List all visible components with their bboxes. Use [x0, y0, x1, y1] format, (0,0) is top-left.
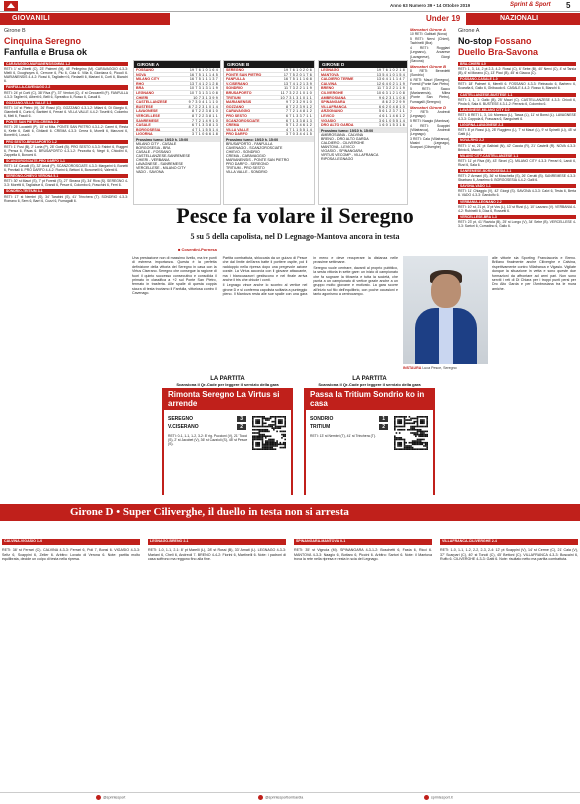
team-name: SONDRIO — [226, 86, 243, 90]
match-report-text: RETI: 1' Fusi (B), 2' Loria (P), 28' Gueli (B). PRO SESTO 4-3-3: Fabbri 6, Ruggeri 6, Pensa 6, Rivas 6. BRUSAPORTO 4-3-1-2: Pezzotta 6, Negri 6, Chiodini 6, Zappella 6, Bonomi 6. — [4, 144, 128, 157]
scorers-title-b: Marcatori Girone B — [410, 63, 447, 69]
scoreline — [168, 416, 246, 432]
team-name: NOVA — [136, 72, 147, 77]
table-title: GIRONE D — [319, 61, 407, 68]
girone-d-match-text — [148, 548, 286, 788]
match-report-heading: LIGORNA-LAVAGNESE 2-3 — [458, 123, 576, 127]
match-report-text: RETI: 8 RETI 1, 3, 14: Moresco (L), Tasca (L), 11' st Bonsi (L). LAVAGNESE 4-3-3: Coppola 6, Frascara 6, Sanguineti 6. — [458, 112, 576, 122]
girone-d-match-text — [2, 548, 140, 788]
team-stats: 12 6 4 0 2 1 1 9 — [376, 81, 405, 86]
team-stats: 4 7 1 1 5 5 1 4 — [192, 127, 218, 132]
scorer-entry: 4 RETI: Roggiani (Legnano), Arcarese (Lavagnese), Giorgi (Savona) — [410, 46, 450, 63]
match-box-title: Rimonta Seregno La Virtus si arrende — [164, 390, 291, 410]
article-author: ■ Cosentini-Pornesa — [178, 247, 217, 252]
match-report-text: RETI: 14' Cavalli (S), 32' Arioli (P). SCANZOROSCIATE 4-3-3: Margarini 6, Bonetti 6, Previtali 6. PRO DARFO 4-4-2: Fiorini 6, Bettoni 6, Bonomelli 6, Valenti 6. — [4, 163, 128, 173]
article-paragraph: Seregno vuole centrare, davanti al proprio pubblico, la sesta vittoria in sette gare: un inizio di campionato che fa sognare la tifoseria e tutta la società, che punta a un campionato di vertice grazie anche a un gruppo molto giovane e motivato. La gara scorre all'inizio sul filo dell'equilibrio, con poche occasioni e tanto agonismo a centrocampo. — [313, 265, 398, 297]
player-photo — [403, 256, 488, 364]
photo-caption: INSTAURA Luca Pesce, Seregno — [403, 366, 457, 370]
team-name: SCANZOROSCIATE — [226, 118, 260, 123]
match-box-inner — [162, 388, 293, 495]
match-report-heading: LAVAGNESE-MILANO CITY 3-0 — [458, 108, 576, 112]
girone-d-match-head: SPINANGARA-MANTOVA 0-1 — [294, 539, 432, 545]
next-round-match: VIGASIO - SPINANGARA — [321, 148, 363, 153]
left-match-reports — [4, 60, 128, 500]
next-round-match: RIPOSA LEGNAGO — [321, 156, 354, 161]
home-goals: 3 — [237, 416, 246, 422]
team-stats: 11 7 3 2 2 1 1 9 — [284, 86, 312, 90]
team-stats: 4 7 1 1 5 5 1 4 — [286, 127, 312, 132]
section-band-under — [420, 13, 580, 25]
table-title: GIRONE A — [134, 61, 220, 68]
next-round-match: CALDIERO - CILIVERGHE — [321, 140, 365, 145]
scorer-entry: 5 RETI: Sacco (Marianensis), Milea (Ponte San Pietro), Fumagalli (Seregno) — [410, 87, 450, 104]
team-name: CASALE — [136, 123, 151, 127]
section-title: GIOVANILI — [12, 15, 50, 22]
match-report-heading: MILANO CITY-CASTELLANZESE 1-1 — [458, 154, 576, 158]
team-name: LEVICO — [321, 113, 335, 118]
match-report-text: RETI: 11' pt Riva (M), 43' Sironi (C). MILANO CITY 4-3-3: Ferrari 6, Landi 6, Rizzi 6, Sala 6. — [458, 158, 576, 167]
team-name: LAVAGNESE — [136, 109, 158, 113]
match-box-body — [306, 412, 433, 495]
table-title: GIRONE B — [224, 61, 314, 68]
article-continuation: alle vittorie sia Sporting Franciacorta e Breno. Brillano finalmente anche Ciliverghe e Calvina, rispettivamente contro Villafranca e Vigasio. Vigilate dunque la situazione in vetta e sono queste due formazioni da affrontare ad armi pari. Non sono serviti i reti di Di Chiara per i troppi punti persi per Dro Alto Garda e per l'Ambrosiana tra le mura amiche. — [492, 256, 576, 291]
match-report-heading: SCANZOROSCIATE-PRO DARFO 1-1 — [4, 159, 128, 163]
team-name: DRO ALTO GARDA — [321, 123, 354, 127]
match-report-text: RETI: 8' pt Rossi (Li), 28' Ruggiero (L), 7' st Mauri (L), 9' st Spinelli (Li), 45' st Gatti (L). — [458, 128, 576, 137]
match-box-goals: RETI: 13' st Nembri (T), 41' st Trinchera (T). — [310, 434, 376, 438]
match-report-heading: NOVA-RHO 2-2 — [458, 138, 576, 142]
category-label: Under 19 — [420, 13, 466, 25]
left-headline-black: Fanfulla e Brusa ok — [4, 47, 88, 57]
match-box-goals: RETI: 0-1, 1-1, 1-2, 3-2: 8' rig. Puccioni (V), 21' Tocci (S), 2' st Jacobet (V), 36' st Cazzioli (S), 45' st Pesce (S). — [168, 434, 248, 447]
girone-d-report: RETI: 1-0, 1-1, 1-2, 2-2, 2-3, 2-4: 12' pt Scappini (V), 14' st Cerme (C), 21' Cala (V), 37' Scarpari (C), 40' st Tonoli (C), 45' Bettoni (C). VILLAFRANCA 4-3-3: Boscaini 6, Ruffo 6. CILIVERGHE 4-3-3: Gatti 6. Note: risultato netto ma partita combattuta. — [440, 548, 578, 562]
team-name: SEREGNO — [226, 68, 244, 72]
team-name: V.CISERANO — [226, 81, 249, 86]
team-name: CASTELLANZESE — [136, 100, 168, 104]
team-name: CHIERI — [136, 95, 149, 100]
home-goals: 1 — [379, 416, 388, 422]
team-name: LEGNANO — [136, 90, 154, 95]
social-icon — [258, 795, 263, 800]
scorer-entry: 7 RETI: Andreoli (Legnago) — [410, 109, 450, 118]
team-stats: 10 7 3 1 3 1 0 8 — [189, 90, 218, 95]
next-round-match: CHIERI - VERBANIA — [136, 157, 170, 162]
web-icon — [424, 795, 429, 800]
team-name: BRUSAPORTO — [226, 90, 252, 95]
next-round-match: TRITIUM - PRO SESTO — [226, 165, 265, 170]
next-round-match: VADO - SAVONA — [136, 169, 164, 174]
scorer-entry: 3 RETI: Cala (Villafranca), Masini (Legnago), Scarpari (Ciliverghe) — [410, 137, 450, 150]
match-report-text: RETI: 1, 1, 1: Gallo (B), 25' Mauri (C). CASTELLANZESE 4-3-3: Chiodi 6, Pirola 6, Sala 6. BUSTESE 4-3-1-2: Ferrario 6, Colombo 6. — [458, 97, 576, 106]
scorers-list-d — [410, 110, 450, 150]
team-stats: 6 6 2 0 4 8 1 0 — [379, 104, 405, 109]
team-stats: 8 7 2 2 3 1 0 1 4 — [188, 104, 218, 109]
team-stats: 8 7 2 2 3 8 1 0 — [192, 109, 218, 113]
match-report-text: RETI: 24' pt Corti (C), 38' Riva (F), 37' Venturi (C), 4' st Ceccarelli (F). FANFULLA 4-3-3: Taglieri 6, Alberti 6, Belli 6, Spreafico 6, Russo 6, Casali 6. — [4, 90, 128, 99]
match-report-text: RETI: 23' pt, 41' Raviola (B), 25' st Longo (V), 34' Sebe (B). VERCELLESE 4-3-3: Sartori 6, Corradino 6, Gallo 6. — [458, 219, 576, 228]
away-score-row — [168, 424, 246, 430]
standings-table-girone-a — [133, 60, 221, 205]
team-stats: 10 6 3 1 2 1 0 8 — [376, 90, 405, 95]
scoreline — [310, 416, 388, 432]
top-scorers — [410, 28, 450, 203]
home-score-row — [310, 416, 388, 422]
masthead — [0, 0, 580, 12]
standings-table-girone-d — [318, 60, 408, 205]
away-goals: 2 — [237, 424, 246, 430]
team-stats: 7 7 2 1 4 9 1 0 — [192, 118, 218, 123]
next-round-match: MANTOVA - LEVICO — [321, 144, 355, 149]
section-band-giovanili — [0, 13, 170, 25]
team-name: AMBROSIANA — [321, 95, 346, 100]
team-stats: 3 6 1 0 5 5 1 4 — [379, 118, 405, 123]
team-stats: 17 7 5 2 0 1 7 6 — [283, 72, 312, 77]
match-report-text: RETI: 30' st Mauri (S), 7' pt Foresti (S), 27' Sbrana (S), 34' Riva (S). SEREGNO 4-3-3: Moretti 6, Tagliabue 6, Grandi 6, Pesce 6, Colombo 6, Fraschini 6, Ferri 6. — [4, 179, 128, 188]
scorer-entry: 8 RETI: Benedetti (Sondrio) — [410, 68, 450, 77]
next-round-match: CAVENAGO - SCANZOROSCIATE — [226, 145, 283, 150]
girone-d-report: RETI: 38' st Ferrari (C). CALVINA 4-3-3: Ferrari 6, Poli 7, Bonsi 6. VIGASIO 4-3-3: Seltz 6, Scappini 6, Zeller 6. Arbitro: Lovato di Verona 6. Note: partita molto equilibrata, decide un colpo di testa nella ripresa. — [2, 548, 140, 562]
next-round-match: CASALE - FOSSANO — [136, 149, 171, 154]
team-stats: 4 6 1 1 4 6 1 2 — [379, 113, 405, 118]
team-stats: 9 7 3 0 4 1 1 1 0 — [188, 100, 218, 104]
team-name: BRA — [136, 86, 144, 90]
standings-table-girone-b — [223, 60, 315, 205]
match-box-head: LA PARTITA — [210, 376, 245, 382]
team-name: GOZZANO — [226, 104, 244, 109]
team-name: FOSSANO — [136, 68, 154, 72]
author-icon: ■ — [178, 247, 182, 252]
right-headline — [458, 36, 532, 47]
next-round-match: PRO DARFO - SEREGNO — [226, 161, 269, 166]
match-report-heading: SAVONA-VADO 1-1 — [458, 184, 576, 188]
article-paragraph: Partita combattuta, sbloccata da un guizzo di Pesce che dal limite dell'area batte il portiere ospite, poi il raddoppio nella ripresa dopo una pregevole azione corale. La Virtus accorcia con il giovane attaccante, ma i biancoazzurri gestiscono e nel finale arriva anche il tris che chiude i conti. — [222, 256, 308, 283]
girone-d-match-head: LEGNAGO-BRENO 2-1 — [148, 539, 286, 545]
team-stats: 13 6 4 1 1 1 4 7 — [376, 77, 405, 81]
match-report-text: RETI: 1, 3, 14, 2 pt 2-3, 4-2: Rossi (C), 6' Sebe (B), 40' Nervi (C), 4' st Tarsia (B), 6' st Morano (C), 13' Picci (B), 45' st Giacca (C). — [458, 67, 576, 76]
match-box-sondrio — [302, 376, 437, 495]
qr-instructions: Scansiona il Qr-Code per leggere il servizio della gara — [318, 382, 421, 388]
match-report-text: RETI: 14' st Pietro (V), 26' Rossi (G). GOZZANO 4-3-1-2: Milani 6, Di Giorgio 6, Giambelli 6, Curto 6, Barbieri 6, Ferrari 6. VILLA VALLE 4-4-2: Tosetti 6, Colombo 6, Meli 6, Fasoli 6. — [4, 105, 128, 119]
team-name: RHO — [136, 81, 144, 86]
match-report-heading: SONDRIO-TRITIUM 3-1 — [4, 189, 128, 193]
team-name: MANTOVA — [321, 72, 339, 77]
scorer-entry: 6 RETI: Mauri (Seregno), Foresti (Ponte San Pietro) — [410, 78, 450, 87]
team-name: LIGORNA — [136, 132, 153, 136]
team-name: CREMA — [226, 123, 240, 127]
girone-d-banner — [0, 504, 580, 521]
next-round-match: MARIANENSIS - PONTE SAN PIETRO — [226, 157, 290, 162]
team-stats: 8 7 2 2 3 8 1 1 — [192, 113, 218, 118]
team-stats: 5 6 1 2 3 7 1 1 — [379, 109, 405, 113]
match-report-heading: CASTELLANZESE-BUSTESE 1-1 — [458, 93, 576, 97]
team-stats: 13 7 4 1 2 1 3 9 — [283, 81, 312, 86]
scorer-entry: 10 RETI: Galbiati (Nova) — [410, 32, 447, 37]
team-name: SANREMESE — [136, 118, 159, 123]
team-stats: 8 6 2 2 2 9 9 — [382, 100, 405, 104]
team-name: BUSTESE — [136, 104, 153, 109]
match-report-heading: GOZZANO-VILLA VALLE 1-1 — [4, 101, 128, 105]
team-stats: 13 5 4 1 0 1 5 4 — [376, 72, 405, 77]
next-round-match: CREMA - CARAVAGGIO — [226, 153, 266, 158]
page-footer — [0, 792, 580, 804]
article-paragraph: Una prestazione non di massimo livello, ma tre punti di estrema importanza. Questa è la perfetta definizione della vittoria del Seregno in casa con la Virtus Ciserano. Seregno che consegue la ragione di fuori il quinto successo consecutivo e consolida il primato in classifica a +2 sul Ponte San Pietro, fermato in trasferta. Alle spalle di questa coppia sicura di testa troviamo il Fanfulla, vittoriosa contro il Cavenago. — [132, 256, 217, 296]
home-team: SONDRIO — [310, 416, 334, 422]
next-round-title: Prossimo turno: 19/10 h. 15:00 — [224, 137, 314, 142]
match-box-title: Passa la Tritium Sondrio ko in casa — [306, 390, 433, 410]
footer-social-2[interactable]: @sprintesportlombardia — [258, 795, 303, 800]
next-round-title: Prossimo turno: 19/10 h. 15:00 — [319, 128, 407, 133]
girone-d-report: RETI: 35' st Vignola (M). SPINANGARA 4-3-1-2: Boschetti 6, Fasta 6, Ricci 6. MANTOVA 4-3-3: Naagio 6, Bottaro 6, Piccini 6. Arbitro: Sartori 6. Note: il Mantova trova la rete nella ripresa e resta in scia del Legnago. — [294, 548, 432, 562]
team-name: TRITIUM — [226, 95, 241, 100]
match-report-text: RETI: 2' Armani (S), 36' st Moschella (S), 26' Cerutti (B). SANREMESE 4-3-3: Sbarbaro 6, Anselmo 6. BORGOSESIA 4-4-2: Galli 6. — [458, 174, 576, 183]
footer-social-1[interactable]: @sprintesport — [96, 795, 125, 800]
scorers-list-a — [410, 32, 450, 63]
team-stats: 8 7 2 2 3 9 1 2 — [286, 104, 312, 109]
team-name: CALVINA — [321, 81, 337, 86]
scorer-entry: 4 RETI: Scappini (Villafranca), Andreoli (Legnago) — [410, 123, 450, 137]
home-team: SEREGNO — [168, 416, 194, 422]
team-name: ARZIGNANO — [321, 109, 343, 113]
team-name: MARIANENSIS — [226, 100, 252, 104]
away-goals: 2 — [379, 424, 388, 430]
away-team: V.CISERANO — [168, 424, 199, 430]
team-name: VIGASIO — [321, 118, 336, 123]
match-report-heading: VERCELLESE-BRA 1-3 — [458, 215, 576, 219]
qr-instructions: Scansiona il Qr-Code per leggere il servizio della gara — [176, 382, 279, 388]
right-headline-black: No-stop — [458, 36, 492, 46]
page-number: 5 — [566, 1, 571, 10]
team-name: SPINANGARA — [321, 100, 346, 104]
match-report-text: RETI: 18' Palmeri 6, Merelli 6. FOSSANO 4-3-3: Reinaudo 6, Barbero 6, Scarafia 6, Gallo 6, Ghibaudo 6. CASALE 4-4-2: Rosso 6, Bianchi 6. — [458, 82, 576, 91]
team-stats: 6 7 1 3 3 8 1 3 — [192, 123, 218, 127]
girone-d-report: RETI: 1-0, 1-1, 2-1: 8' pt Marelli (L), 28' st Rossi (B), 33' Amati (L). LEGNAGO 4-3-3: Mariani 6, Cheli 6, Andreoli 7. BRENO 4-4-2: Fiorini 6, Martinelli 6. Note: i padroni di casa soffrono ma reggono fino alla fine. — [148, 548, 286, 562]
match-report-text: RETI: 25' Locatelli (P), 15' st Mita. PONTE SAN PIETRO 4-3-1-2: Careri 6, Resta 6, Kette 6, Gatti 6, Ghilardi 6. CREMA 4-3-3: Cerea 6, Morelli 6, Manzoni 6, Bonetti 6, Losa 6. — [4, 125, 128, 138]
right-headline-red: Fossano — [494, 36, 532, 46]
team-stats: 7 7 2 1 4 8 1 2 — [286, 109, 312, 113]
match-report-heading: FOSSANO-CASALE 1-0 — [458, 77, 576, 81]
main-article — [132, 256, 398, 374]
match-report-heading: BRA-CHIERI 4-0 — [458, 62, 576, 66]
right-headline-line2: Duello Bra-Savona — [458, 47, 539, 57]
girone-d-match-text — [294, 548, 432, 788]
match-report-heading: PONTE SAN PIETRO-CREMA 2-2 — [4, 120, 128, 124]
girone-d-match-head: VILLAFRANCA-CILIVERGHE 2-4 — [440, 539, 578, 545]
team-name: BRENO — [321, 86, 334, 90]
team-stats: 11 7 3 2 2 1 1 9 — [377, 86, 405, 90]
footer-website[interactable]: sprintesport.it — [424, 795, 453, 800]
team-stats: 6 7 1 3 3 8 1 3 — [286, 118, 312, 123]
team-name: PONTE SAN PIETRO — [226, 72, 262, 77]
team-name: LEGNAGO — [321, 68, 340, 72]
team-stats: 5 7 1 2 4 6 1 2 — [286, 123, 312, 127]
next-round-match: VIRTUS VECOMP - VILLAFRANCA — [321, 152, 379, 157]
match-report-text: RETI: 1' st, 21' pt Galbiati (N), 42' Caccia (R), 21' Castelli (R). NOVA 4-3-3: Brivio 6, Mauri 6. — [458, 143, 576, 152]
scorers-title-d: Marcatori Girone D — [410, 104, 447, 110]
girone-d-match-head: CALVINA-VIGASIO 1-0 — [2, 539, 140, 545]
team-name: CILIVERGHE — [321, 90, 343, 95]
scorer-entry: 5 RETI: Naagio (Mantova) — [410, 118, 450, 123]
girone-label-right: Girone A — [458, 28, 480, 34]
qr-code-icon[interactable] — [252, 416, 286, 450]
team-stats: 10 7 3 1 3 1 0 1 1 — [280, 95, 312, 100]
nazionali-label: NAZIONALI — [500, 15, 539, 22]
next-round-match: BRENO - DRO ALTO GARDA — [321, 136, 369, 141]
team-stats: 10 7 3 1 3 9 9 — [193, 95, 218, 100]
team-name: VERCELLESE — [136, 113, 160, 118]
match-box-inner — [304, 388, 435, 495]
match-box-head: LA PARTITA — [352, 376, 387, 382]
team-stats: 3 7 1 0 6 6 1 8 — [192, 132, 218, 136]
next-round-match: AMBROSIANA - CALVINA — [321, 132, 364, 137]
brand-name: Sprint & Sport — [510, 2, 551, 8]
section-band-middle — [170, 13, 420, 25]
team-stats: 1 6 0 1 5 3 1 6 — [379, 123, 405, 127]
next-round-match: BRUSAPORTO - FANFULLA — [226, 141, 273, 146]
team-name: PRO DARFO — [226, 132, 248, 136]
next-round-match: LAVAGNESE - SANREMESE — [136, 161, 183, 166]
team-name: VILLA VALLE — [226, 127, 249, 132]
issue-info: Anno 63 Numero 39 • 14 Ottobre 2019 — [390, 3, 471, 8]
next-round-match: VILLA VALLE - SONDRIO — [226, 169, 268, 174]
match-box-body — [164, 412, 291, 495]
team-stats: 3 7 0 3 4 4 1 5 — [286, 132, 312, 136]
scorer-entry: 5 RETI: Nervi (Chieri), Tachinelli (Bra) — [410, 37, 450, 46]
next-round-title: Prossimo turno: 19/10 h. 15:00 — [134, 137, 220, 142]
team-name: CARAVAGGIO — [226, 109, 251, 113]
team-stats: 19 7 6 1 0 1 6 4 — [189, 68, 218, 72]
girone-d-match-headers — [0, 539, 580, 545]
left-headline-red: Cinquina Seregno — [4, 36, 82, 46]
next-round-match: VERCELLESE - MILANO CITY — [136, 165, 186, 170]
scorers-list-b — [410, 69, 450, 104]
team-stats: 9 6 2 3 1 1 0 8 — [379, 95, 405, 100]
team-stats: 13 7 4 1 2 1 2 8 — [189, 81, 218, 86]
next-round-match: BORGOSESIA - BRA — [136, 145, 171, 150]
match-report-heading: PRO SESTO-BRUSAPORTO 1-2 — [4, 140, 128, 144]
match-report-text: RETI: 10' st, 21 pt, 3' pt Vos (L), 13' st Rizzi (L), 10' Lazzaro (V). VERBANIA 4-4-2: Rubinelli 6, Diaz 6, Rossetti 6. — [458, 204, 576, 213]
team-stats: 11 7 3 2 2 1 0 1 0 — [280, 90, 312, 95]
match-report-heading: SEREGNO-CHIEVO VERONA 5-1 — [4, 174, 128, 178]
team-name: CALDIERO TERME — [321, 77, 354, 81]
team-stats: 19 7 6 1 0 2 1 8 — [376, 68, 405, 72]
main-headline: Pesce fa volare il Seregno — [176, 203, 414, 228]
match-report-heading: FANFULLA-CAVENAGO 2-2 — [4, 85, 128, 89]
away-team: TRITIUM — [310, 424, 331, 430]
team-stats: 16 7 5 1 1 1 6 8 — [283, 77, 312, 81]
match-report-heading: VERBANIA-LEGNANO 2-2 — [458, 200, 576, 204]
next-round-match: MILANO CITY - CASALE — [136, 141, 177, 146]
team-stats: 10 7 3 1 3 1 1 9 — [189, 86, 218, 90]
next-round-match: CHIEVO - SONDRIO — [226, 149, 260, 154]
match-box-seregno — [160, 376, 295, 495]
next-round-match: CASTELLANZESE-SANREMESE — [136, 153, 191, 158]
girone-d-title: Girone D • Super Ciliverghe, il duello in testa non si arresta — [70, 506, 349, 518]
girone-d-match-text — [440, 548, 578, 788]
team-name: FANFULLA — [226, 77, 245, 81]
match-report-text: RETI: 11' Chiaggio (V), 42' Giorgi (S). SAVONA 4-3-3: Calvi 6, Testa 6, Berta 6. VADO 4-3-3: Gandolfo 6. — [458, 189, 576, 198]
team-name: BORGOSESIA — [136, 127, 161, 132]
match-report-heading: CARAVAGGIO-MARIANENSISOMMA 1-2 — [4, 62, 128, 66]
scorers-title-a: Marcatori Girone A — [410, 28, 446, 32]
match-report-heading: SANREMESE-BORGOSESIA 2-1 — [458, 169, 576, 173]
qr-code-icon[interactable] — [394, 416, 428, 450]
article-paragraph: Il Legnago vince anche lo scontro al vertice nel girone D e si conferma capolista solitaria a punteggio pieno. Il Mantova resta alle sue spalle con una gara in meno e deve recuperare la distanza nelle prossime settimane. — [222, 256, 398, 297]
girone-label-left: Girone B — [4, 28, 26, 34]
team-stats: 16 7 5 1 1 1 3 7 — [189, 77, 218, 81]
away-score-row — [310, 424, 388, 430]
team-stats: 19 7 6 1 0 2 0 6 — [283, 68, 312, 72]
team-stats: 9 7 2 3 2 9 1 0 — [286, 100, 312, 104]
social-icon — [96, 795, 101, 800]
match-report-text: RETI: 17' st Nembri (S), 34' Tarabini (S), 41' Trinchera (T). SONDRIO 4-3-3: Romano 6, Sem 6, Barri 6, Cozzi 6, Fumagalli 6. — [4, 194, 128, 203]
team-name: MILANO CITY — [136, 77, 160, 81]
sprint-logo-icon — [4, 1, 18, 11]
team-stats: 6 7 1 3 3 7 1 1 — [286, 113, 312, 118]
team-name: VILLAFRANCA — [321, 104, 347, 109]
home-score-row — [168, 416, 246, 422]
team-name: PRO SESTO — [226, 113, 247, 118]
team-stats: 16 7 5 1 1 1 4 5 — [189, 72, 218, 77]
main-subheadline: 5 su 5 della capolista, nel D Legnago-Mantova ancora in testa — [190, 232, 400, 241]
match-report-text: RETI: 1' st Zibetti (C), 23' Palmeri (M), 45' Pellegrino (M). CARAVAGGIO 4-3-3: Mielli 6, Doughoyes 6, Cerrone 6, Piu 6, Cola 6. Villa 6, Giordana 6, Piccoli 6. MARIANENSIS 4-4-2: Rossi 6, Tagliaferri 6, Redaelli 6, Mariani 6, Corti 6, Bianchi 6. — [4, 67, 128, 84]
